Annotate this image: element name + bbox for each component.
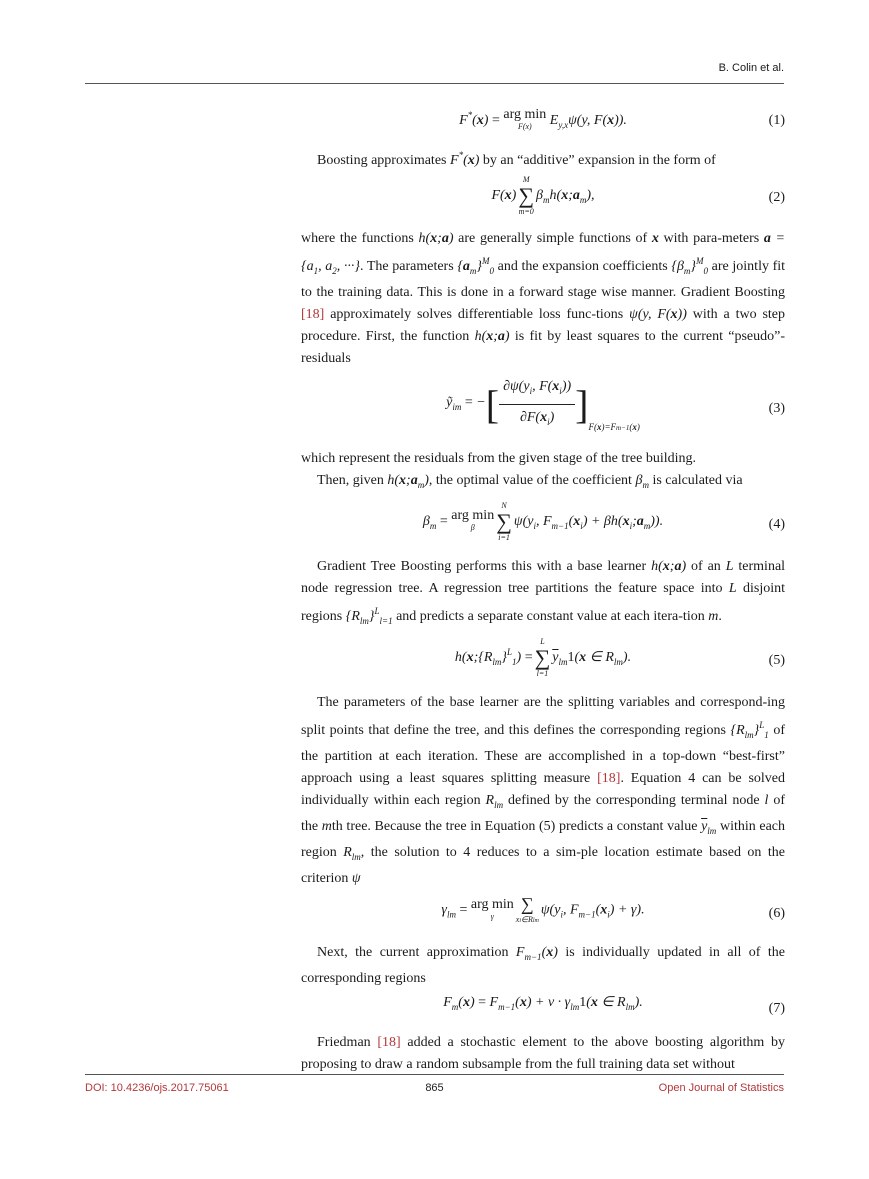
equation-5: $h(x;\{R_{lm}\}^L_1)$ = L ∑ l=1 $\overline{y}_{lm}1(x$ ∈ $R_{lm}$). (5) <box>454 637 785 678</box>
citation-18[interactable]: [18] <box>301 307 325 322</box>
doi-link[interactable]: DOI: 10.4236/ojs.2017.75061 <box>85 1082 229 1094</box>
equation-4: $\beta_m$ = arg min β N ∑ i=1 $\psi(y_i$, $F_{m-1}(x_i)$ + $\beta h(x_i;a_m)$). (4) <box>422 501 785 542</box>
page-body <box>301 100 785 1076</box>
equation-2-number: (2) <box>768 190 785 205</box>
paragraph-4: Then, given $h(x;a_m)$, the optimal value of the coefficient $\beta_m$ is calculated via <box>317 473 743 490</box>
header-rule <box>85 83 784 84</box>
equation-7: $F_m(x) = F_{m-1}(x) + \nu \cdot \gamma_{lm}1(x$ ∈ $R_{lm}$). (7) <box>301 992 785 1026</box>
paragraph-5: Gradient Tree Boosting performs this with a base learner h(x;a) of an L terminal node regression tree. A regression tree partitions the feature space into L disjoint regions $\{R_{lm}\}^L_{l=1}$ and predicts a separate constant value at each itera-tion m. <box>301 559 786 626</box>
paragraph-2: where the functions h(x;a) are generally simple functions of x with para-meters $a = \{a_1$, $a_2$, ···}. The parameters $\{a_m\}^M_0$ and the expansion coefficients $\{\beta_m\}^M_0$ are jointly fit to the training data. This is done in a forward stage wise manner. Gradient Boosting [18] approximately solves differentiable loss func-tions ψ(y, F(x)) with a two step procedure. First, the function h(x;a) is fit by least squares to the current “pseudo”-residuals <box>301 231 786 366</box>
equation-3-number: (3) <box>768 401 785 416</box>
footer-rule <box>85 1074 784 1075</box>
equation-4-number: (4) <box>768 517 785 532</box>
equation-1-number: (1) <box>768 113 785 128</box>
paragraph-8: Friedman [18] added a stochastic element to the above boosting algorithm by proposing to draw a random subsample from the full training data set without <box>301 1035 786 1072</box>
journal-link[interactable]: Open Journal of Statistics <box>658 1082 784 1094</box>
paragraph-6: The parameters of the base learner are the splitting variables and correspond-ing split points that define the tree, and this defines the corresponding regions $\{R_{lm}\}^L_1$ of the partition at each iteration. These are accomplished in a top-down “best-first” approach using a least squares splitting measure [18]. Equation 4 can be solved individually within each region $R_{lm}$ defined by the corresponding terminal node l of the mth tree. Because the tree in Equation (5) predicts a constant value $\overline{y}_{lm}$ within each region $R_{lm}$, the solution to 4 reduces to a sim-ple location estimate based on the criterion ψ <box>301 695 786 886</box>
equation-6: $\gamma_{lm}$ = arg min γ ∑ xi∈Rlm $\psi(y_i$, $F_{m-1}(x_i) + \gamma$). (6) <box>441 894 785 924</box>
equation-5-number: (5) <box>768 653 785 668</box>
equation-6-number: (6) <box>768 906 785 921</box>
paragraph-7: Next, the current approximation $F_{m-1}(x)$ is individually updated in all of the corresponding regions <box>301 945 786 986</box>
equation-2: F(x) M ∑ m=0 $\beta_mh(x;a_m)$, (2) <box>491 175 785 216</box>
equation-1: F*(x) = arg min F(x) $E_{y,x}\psi(y$, F(x)). (1) <box>459 106 785 131</box>
paragraph-1: Boosting approximates F*(x) by an “additive” expansion in the form of <box>317 150 716 168</box>
citation-18[interactable]: [18] <box>377 1035 401 1050</box>
paragraph-3: which represent the residuals from the given stage of the tree building. <box>301 451 696 466</box>
running-head-author: B. Colin et al. <box>718 62 784 74</box>
equation-7-number: (7) <box>768 1001 785 1016</box>
equation-3: ỹ$_{im}$ = −[ $\frac{\partial\psi(y_i, F(x_i))}{\partial F(x_i)}$ ]$_{F(x)=Fm-1(x)}$ (3) <box>301 376 785 442</box>
citation-18[interactable]: [18] <box>597 771 621 786</box>
page-number: 865 <box>425 1082 444 1094</box>
